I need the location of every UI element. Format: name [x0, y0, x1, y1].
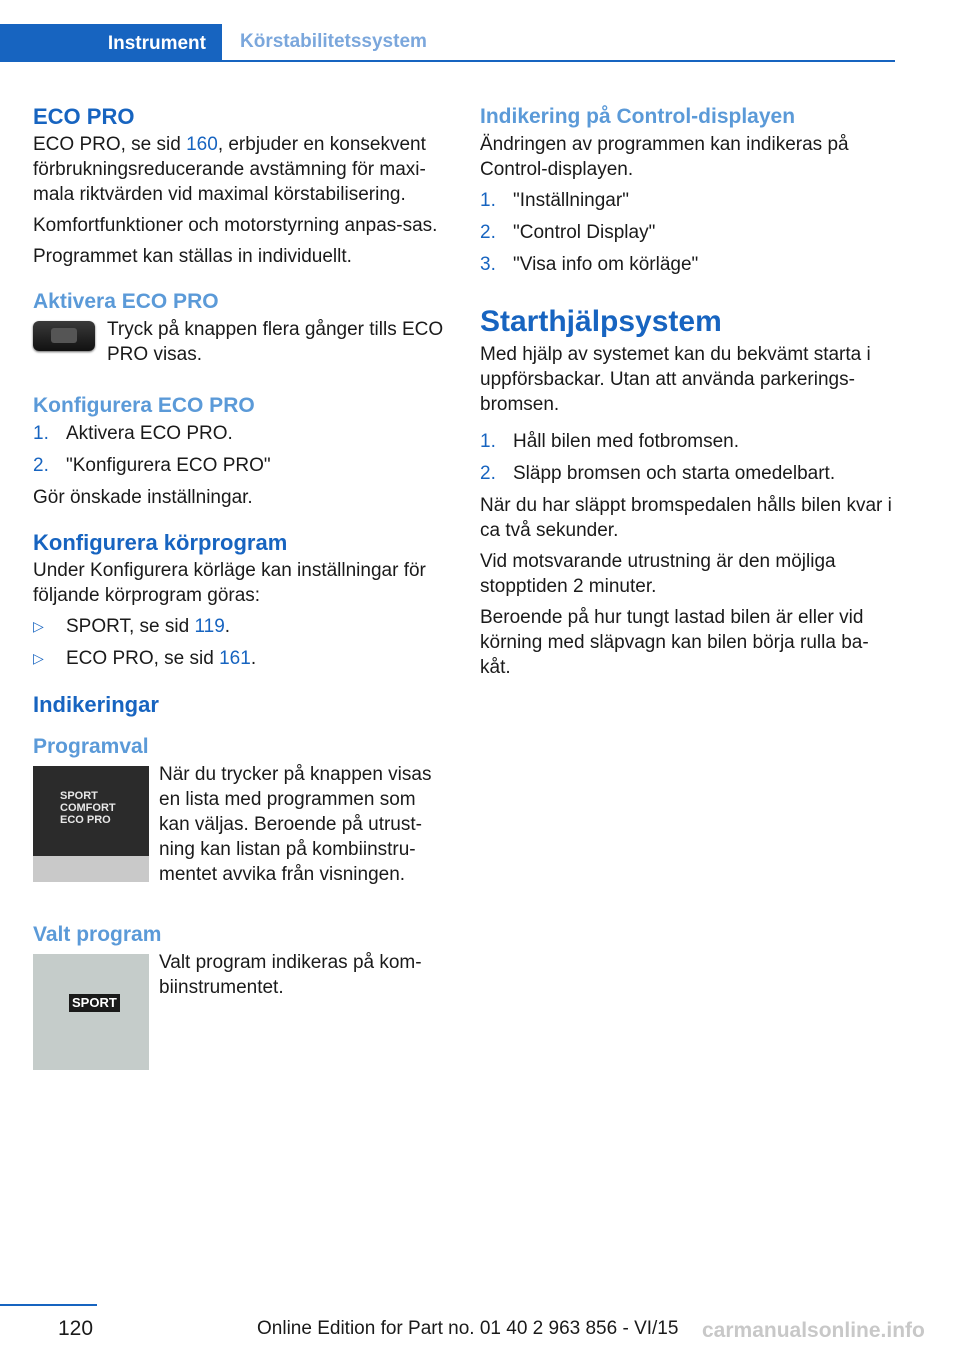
eco-pro-individual: Programmet kan ställas in individuellt.: [33, 246, 352, 267]
left-column: [33, 102, 445, 1070]
list-item: [480, 252, 892, 277]
eco-pro-heading: ECO PRO: [33, 104, 135, 129]
item-text-end: .: [250, 648, 257, 669]
start-assist-p1: När du har släppt bromspedalen hålls bilen kvar i ca två sekunder.: [480, 495, 892, 541]
step-text: "Control Display": [513, 222, 656, 243]
eco-button-icon: [33, 321, 95, 351]
start-assist-p2: Vid motsvarande utrustning är den möjliga stopptiden 2 minuter.: [480, 551, 836, 597]
header-rule: [0, 60, 895, 62]
tab-korstabilitetssystem[interactable]: Körstabilitetssystem: [240, 31, 427, 52]
item-text: ECO PRO, se sid: [66, 648, 220, 669]
list-item: [33, 614, 445, 639]
page-link-160[interactable]: 160: [186, 134, 218, 155]
step-text: "Konfigurera ECO PRO": [66, 455, 271, 476]
program-menu-image: [33, 766, 149, 882]
menu-item-sport: SPORT: [60, 790, 98, 802]
right-column: [480, 102, 892, 686]
sport-display-image: [33, 954, 149, 1070]
menu-item-eco-pro: ECO PRO: [60, 814, 111, 826]
activate-heading: Aktivera ECO PRO: [33, 290, 219, 313]
indications-heading: Indikeringar: [33, 692, 159, 717]
activate-text: Tryck på knappen flera gånger tills ECO PRO visas.: [107, 319, 444, 365]
step-text: Håll bilen med fotbromsen.: [513, 431, 739, 452]
watermark: carmanualsonline.info: [702, 1319, 925, 1342]
list-item: [480, 188, 892, 213]
start-assist-heading: Starthjälpsystem: [480, 305, 722, 338]
eco-pro-intro: [33, 132, 445, 207]
footer-rule: [0, 1304, 97, 1306]
list-item: [33, 646, 445, 671]
list-item: [480, 429, 892, 454]
control-display-heading: Indikering på Control-displayen: [480, 105, 796, 128]
page-link-161[interactable]: 161: [219, 648, 251, 669]
list-item: [480, 220, 892, 245]
step-text: "Visa info om körläge": [513, 254, 699, 275]
step-number: 2.: [33, 455, 49, 476]
menu-item-comfort: COMFORT: [60, 802, 116, 814]
list-item: [33, 421, 445, 446]
drive-program-list: [33, 614, 445, 671]
page-number: 120: [58, 1317, 94, 1340]
step-text: "Inställningar": [513, 190, 629, 211]
header-bar: [0, 24, 895, 62]
program-selection-row: [33, 762, 445, 902]
step-text: Släpp bromsen och starta omedelbart.: [513, 463, 836, 484]
selected-program-row: [33, 950, 445, 1070]
step-number: 1.: [33, 423, 49, 444]
eco-pro-comfort: Komfortfunktioner och motorstyrning anpas‐sas.: [33, 215, 438, 236]
selected-program-text: Valt program indikeras på kom‐biinstrumentet.: [159, 952, 422, 998]
tab-instrument[interactable]: Instrument: [0, 24, 222, 62]
eco-pro-intro-text-end: , erbjuder en konsekvent förbrukningsreducerande avstämning för maxi‐mala riktvärden vid maximal körstabilisering.: [33, 134, 426, 205]
config-heading: Konfigurera ECO PRO: [33, 394, 255, 417]
step-number: 2.: [480, 222, 496, 243]
step-number: 1.: [480, 190, 496, 211]
triangle-bullet-icon: ▷: [33, 650, 44, 666]
step-number: 3.: [480, 254, 496, 275]
start-assist-p3: Beroende på hur tungt lastad bilen är eller vid körning med släpvagn kan bilen börja rulla ba‐kåt.: [480, 607, 869, 678]
program-menu-list: [60, 790, 116, 826]
start-assist-steps: [480, 429, 892, 486]
page-link-119[interactable]: 119: [194, 616, 225, 637]
selected-program-heading: Valt program: [33, 923, 162, 946]
item-text: SPORT, se sid: [66, 616, 195, 637]
list-item: [33, 453, 445, 478]
drive-program-heading: Konfigurera körprogram: [33, 530, 288, 555]
sport-badge: SPORT: [69, 994, 120, 1012]
list-item: [480, 461, 892, 486]
step-number: 1.: [480, 431, 496, 452]
item-text-end: .: [224, 616, 231, 637]
step-number: 2.: [480, 463, 496, 484]
drive-program-text: Under Konfigurera körläge kan inställningar för följande körprogram göras:: [33, 560, 426, 606]
program-selection-text: När du trycker på knappen visas en lista med programmen som kan väljas. Beroende på utrust‐ning kan listan på kombiinstru‐mentet avvika från visningen.: [159, 764, 432, 885]
edition-text: Online Edition for Part no. 01 40 2 963 856 - VI/15: [257, 1318, 679, 1339]
program-selection-heading: Programval: [33, 735, 149, 758]
control-display-text: Ändringen av programmen kan indikeras på Control-displayen.: [480, 134, 849, 180]
start-assist-intro: Med hjälp av systemet kan du bekvämt starta i uppförsbackar. Utan att använda parkerings‐bromsen.: [480, 344, 871, 415]
config-after: Gör önskade inställningar.: [33, 487, 253, 508]
activate-figure-row: [33, 317, 445, 367]
eco-pro-intro-text: ECO PRO, se sid: [33, 134, 187, 155]
control-display-steps: [480, 188, 892, 277]
config-steps: [33, 421, 445, 478]
triangle-bullet-icon: ▷: [33, 618, 44, 634]
step-text: Aktivera ECO PRO.: [66, 423, 233, 444]
